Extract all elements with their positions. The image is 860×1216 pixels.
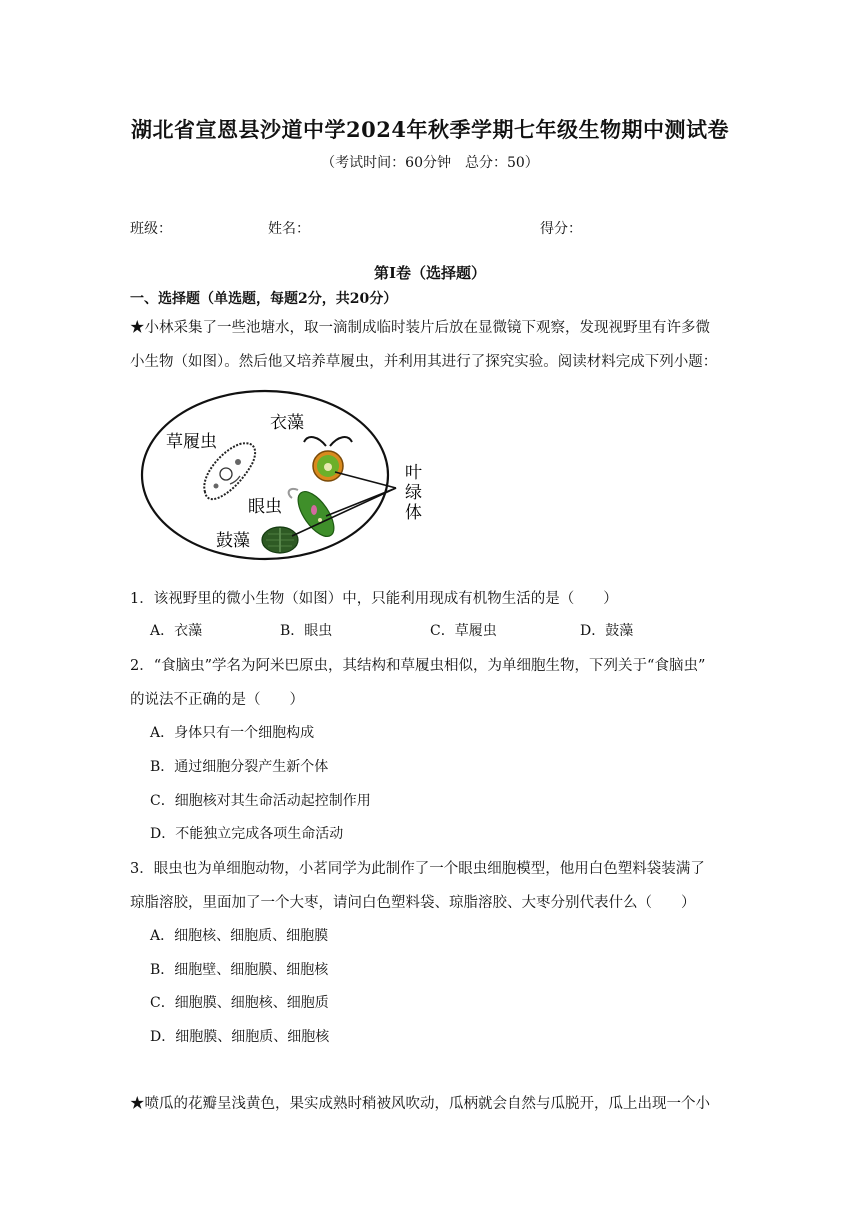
class-label: 班级： — [130, 221, 172, 237]
chloroplast-label-3: 体 — [405, 503, 422, 523]
page-title: 湖北省宣恩县沙道中学2024年秋季学期七年级生物期中测试卷 — [131, 117, 729, 142]
question-3-option-d: D．细胞膜、细胞质、细胞核 — [150, 1029, 330, 1045]
material-line: ★喷瓜的花瓣呈浅黄色，果实成熟时稍被风吹动，瓜柄就会自然与瓜脱开，瓜上出现一个小 — [130, 1096, 710, 1112]
microorganism-diagram — [130, 380, 460, 565]
question-1-option-a: A．衣藻 — [150, 623, 203, 639]
question-3-stem: 3．眼虫也为单细胞动物，小茗同学为此制作了一个眼虫细胞模型，他用白色塑料袋装满了 — [130, 861, 705, 877]
chloroplast-label-1: 叶 — [405, 463, 422, 483]
question-3-option-a: A．细胞核、细胞质、细胞膜 — [150, 928, 329, 944]
diatom-label: 鼓藻 — [216, 531, 250, 551]
question-1-option-b: B．眼虫 — [280, 623, 333, 639]
question-3-option-c: C．细胞膜、细胞核、细胞质 — [150, 995, 329, 1011]
section-title: 第Ⅰ卷（选择题） — [373, 264, 487, 282]
question-2-option-b: B．通过细胞分裂产生新个体 — [150, 759, 329, 775]
chlamydomonas-label: 衣藻 — [270, 413, 304, 433]
question-1-option-d: D．鼓藻 — [580, 623, 634, 639]
name-label: 姓名： — [268, 221, 310, 237]
question-3-option-b: B．细胞壁、细胞膜、细胞核 — [150, 962, 329, 978]
question-2-stem: 2．“食脑虫”学名为阿米巴原虫，其结构和草履虫相似，为单细胞生物，下列关于“食脑虫” — [130, 658, 706, 674]
diatom-figure — [262, 527, 298, 553]
question-2-option-d: D．不能独立完成各项生命活动 — [150, 826, 344, 842]
chloroplast-label-2: 绿 — [405, 483, 422, 503]
material-line: 小生物（如图）。然后他又培养草履虫，并利用其进行了探究实验。阅读材料完成下列小题： — [130, 354, 718, 370]
material-line: ★小林采集了一些池塘水，取一滴制成临时装片后放在显微镜下观察，发现视野里有许多微 — [130, 320, 710, 336]
question-2-option-c: C．细胞核对其生命活动起控制作用 — [150, 793, 371, 809]
euglena-label: 眼虫 — [248, 497, 282, 517]
question-1-option-c: C．草履虫 — [430, 623, 497, 639]
paramecium-label: 草履虫 — [166, 432, 217, 452]
question-2-option-a: A．身体只有一个细胞构成 — [150, 725, 315, 741]
question-2-stem: 的说法不正确的是（ ） — [130, 692, 304, 708]
question-3-stem: 琼脂溶胶，里面加了一个大枣，请问白色塑料袋、琼脂溶胶、大枣分别代表什么（ ） — [130, 895, 696, 911]
question-1-stem: 1．该视野里的微小生物（如图）中，只能利用现成有机物生活的是（ ） — [130, 591, 618, 607]
score-label: 得分： — [540, 221, 582, 237]
part-title: 一、选择题（单选题，每题2分，共20分） — [130, 291, 398, 307]
exam-subtitle: （考试时间：60分钟 总分：50） — [321, 155, 539, 171]
